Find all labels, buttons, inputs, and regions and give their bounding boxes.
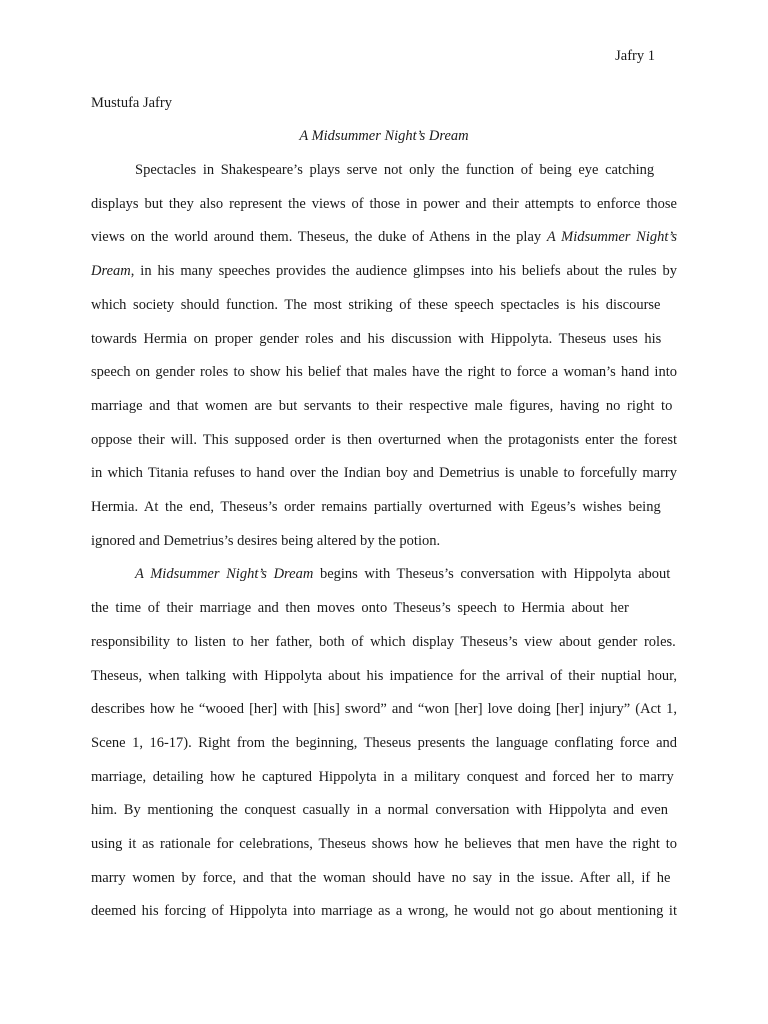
line-text: towards Hermia on proper gender roles and his discussion with Hippolyta. Theseus uses his <box>91 330 662 347</box>
line-text: using it as rationale for celebrations, Theseus shows how he believes that men have the right to <box>91 836 677 852</box>
line-text: the time of their marriage and then moves onto Theseus’s speech to Hermia about her <box>91 600 629 617</box>
body-line <box>135 564 670 584</box>
body-line <box>91 901 677 921</box>
body-line <box>91 767 674 787</box>
body-line <box>91 834 677 854</box>
body-line <box>91 497 661 517</box>
line-text: displays but they also represent the views of those in power and their attempts to enforce those <box>91 195 677 212</box>
body-line <box>91 666 677 686</box>
italic-text: A Midsummer Night’s <box>546 229 677 246</box>
line-text: deemed his forcing of Hippolyta into marriage as a wrong, he would not go about mentioning it <box>91 903 677 920</box>
line-text: him. By mentioning the conquest casually in a normal conversation with Hippolyta and even <box>91 802 668 819</box>
line-text: marry women by force, and that the woman should have no say in the issue. After all, if he <box>91 869 671 886</box>
body-line <box>91 531 440 551</box>
line-text: views on the world around them. Theseus, the duke of Athens in the play <box>91 229 547 246</box>
body-line <box>91 194 677 214</box>
body-line <box>91 598 629 618</box>
line-text: , in his many speeches provides the audience glimpses into his beliefs about the rules by <box>130 263 677 280</box>
body-line <box>91 227 677 247</box>
line-text: speech on gender roles to show his belief that males have the right to force a woman’s hand into <box>91 364 677 381</box>
body-line <box>91 430 677 450</box>
body-line <box>91 733 677 753</box>
line-text: in which Titania refuses to hand over the Indian boy and Demetrius is unable to forcefully marry <box>91 465 677 482</box>
line-text: Scene 1, 16-17). Right from the beginning, Theseus presents the language conflating force and <box>91 734 677 751</box>
line-text: marriage and that women are but servants to their respective male figures, having no right to <box>91 397 673 414</box>
body-line <box>91 261 677 281</box>
line-text: marriage, detailing how he captured Hippolyta in a military conquest and forced her to marry <box>91 768 674 785</box>
line-text: responsibility to listen to her father, both of which display Theseus’s view about gender roles. <box>91 633 676 650</box>
line-text: describes how he “wooed [her] with [his] sword” and “won [her] love doing [her] injury” (Act 1, <box>91 701 677 718</box>
italic-text: A Midsummer Night’s Dream <box>135 566 314 583</box>
running-head: Jafry 1 <box>615 48 655 64</box>
essay-title: A Midsummer Night’s Dream <box>299 128 469 144</box>
body-line <box>91 800 668 820</box>
body-line <box>91 396 672 416</box>
line-text: Theseus, when talking with Hippolyta about his impatience for the arrival of their nuptial hour, <box>91 667 677 684</box>
italic-text: Dream <box>91 263 131 280</box>
body-line <box>135 160 654 180</box>
author-name: Mustufa Jafry <box>91 95 172 111</box>
line-text: Spectacles in Shakespeare’s plays serve not only the function of being eye catching <box>135 162 655 178</box>
body-line <box>91 463 677 483</box>
body-line <box>91 329 661 349</box>
line-text: which society should function. The most striking of these speech spectacles is his discourse <box>91 296 661 313</box>
line-text: begins with Theseus’s conversation with Hippolyta about <box>313 566 671 583</box>
body-line <box>91 868 670 888</box>
body-line <box>91 632 676 652</box>
body-line <box>91 295 661 315</box>
body-line <box>91 362 677 382</box>
body-line <box>91 699 677 719</box>
line-text: ignored and Demetrius’s desires being altered by the potion. <box>91 532 441 549</box>
line-text: oppose their will. This supposed order is then overturned when the protagonists enter the forest <box>91 431 677 448</box>
line-text: Hermia. At the end, Theseus’s order remains partially overturned with Egeus’s wishes being <box>91 499 661 515</box>
